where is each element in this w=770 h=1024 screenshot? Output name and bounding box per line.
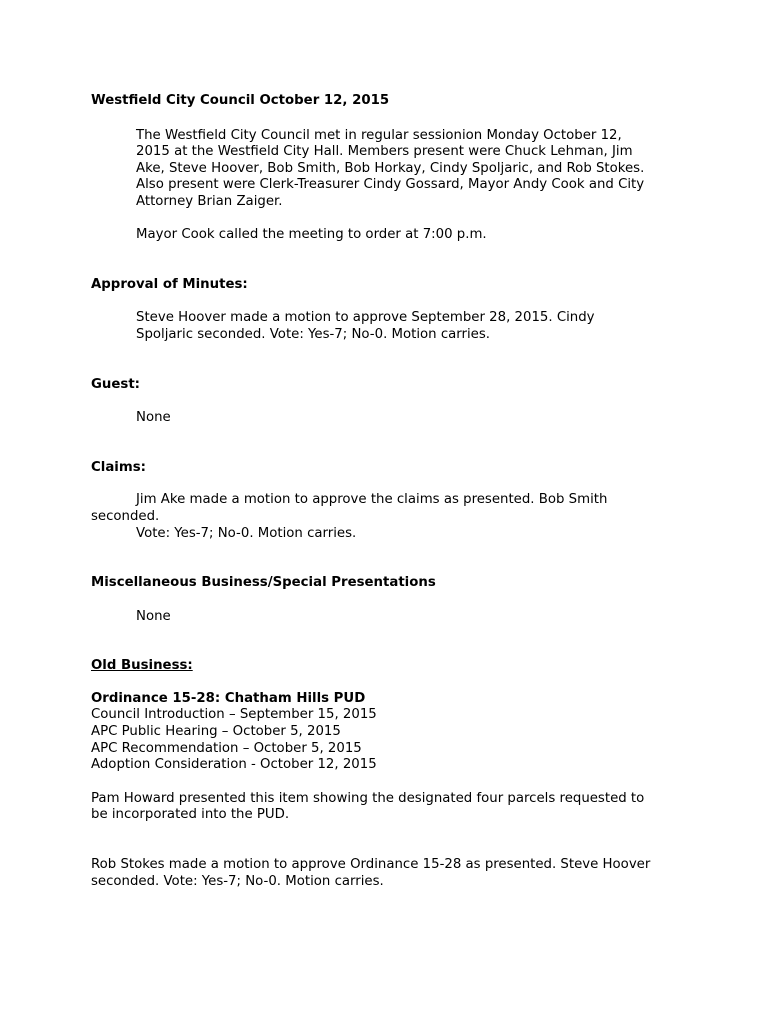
presentation-line: be incorporated into the PUD. xyxy=(91,807,290,823)
approval-line: Steve Hoover made a motion to approve September 28, 2015. Cindy xyxy=(136,310,595,326)
claims-line: seconded. xyxy=(91,508,160,524)
motion-line: seconded. Vote: Yes-7; No-0. Motion carries. xyxy=(91,873,384,889)
claims-paragraph xyxy=(91,492,691,542)
ordinance-schedule xyxy=(91,707,691,773)
approval-line: Spoljaric seconded. Vote: Yes-7; No-0. Motion carries. xyxy=(136,326,491,342)
claims-heading: Claims: xyxy=(91,459,146,475)
intro-line: 2015 at the Westfield City Hall. Members present were Chuck Lehman, Jim xyxy=(136,144,633,160)
guest-heading: Guest: xyxy=(91,376,140,392)
intro-line: The Westfield City Council met in regular sessionion Monday October 12, xyxy=(136,127,622,143)
approval-heading: Approval of Minutes: xyxy=(91,276,248,292)
intro-line: Also present were Clerk-Treasurer Cindy Gossard, Mayor Andy Cook and City xyxy=(136,177,645,193)
ordinance-title: Ordinance 15-28: Chatham Hills PUD xyxy=(91,690,366,706)
call-to-order: Mayor Cook called the meeting to order at 7:00 p.m. xyxy=(136,227,487,243)
intro-line: Attorney Brian Zaiger. xyxy=(136,193,283,209)
old-business-heading: Old Business: xyxy=(91,658,193,674)
schedule-item: APC Recommendation – October 5, 2015 xyxy=(91,740,362,756)
misc-text: None xyxy=(136,608,171,624)
minutes-document xyxy=(91,93,691,890)
guest-text: None xyxy=(136,410,171,426)
document-title: Westfield City Council October 12, 2015 xyxy=(91,93,390,108)
motion-line: Rob Stokes made a motion to approve Ordinance 15-28 as presented. Steve Hoover xyxy=(91,857,651,873)
motion-paragraph xyxy=(91,857,691,890)
misc-heading: Miscellaneous Business/Special Presentations xyxy=(91,575,436,591)
claims-line: Jim Ake made a motion to approve the claims as presented. Bob Smith xyxy=(136,492,608,508)
schedule-item: Adoption Consideration - October 12, 2015 xyxy=(91,757,377,773)
approval-paragraph xyxy=(91,310,691,343)
schedule-item: APC Public Hearing – October 5, 2015 xyxy=(91,724,341,740)
presentation-line: Pam Howard presented this item showing the designated four parcels requested to xyxy=(91,790,645,806)
claims-vote: Vote: Yes-7; No-0. Motion carries. xyxy=(136,525,357,541)
presentation-paragraph xyxy=(91,791,691,824)
intro-paragraph xyxy=(91,128,691,211)
schedule-item: Council Introduction – September 15, 2015 xyxy=(91,707,377,723)
intro-line: Ake, Steve Hoover, Bob Smith, Bob Horkay, Cindy Spoljaric, and Rob Stokes. xyxy=(136,160,645,176)
